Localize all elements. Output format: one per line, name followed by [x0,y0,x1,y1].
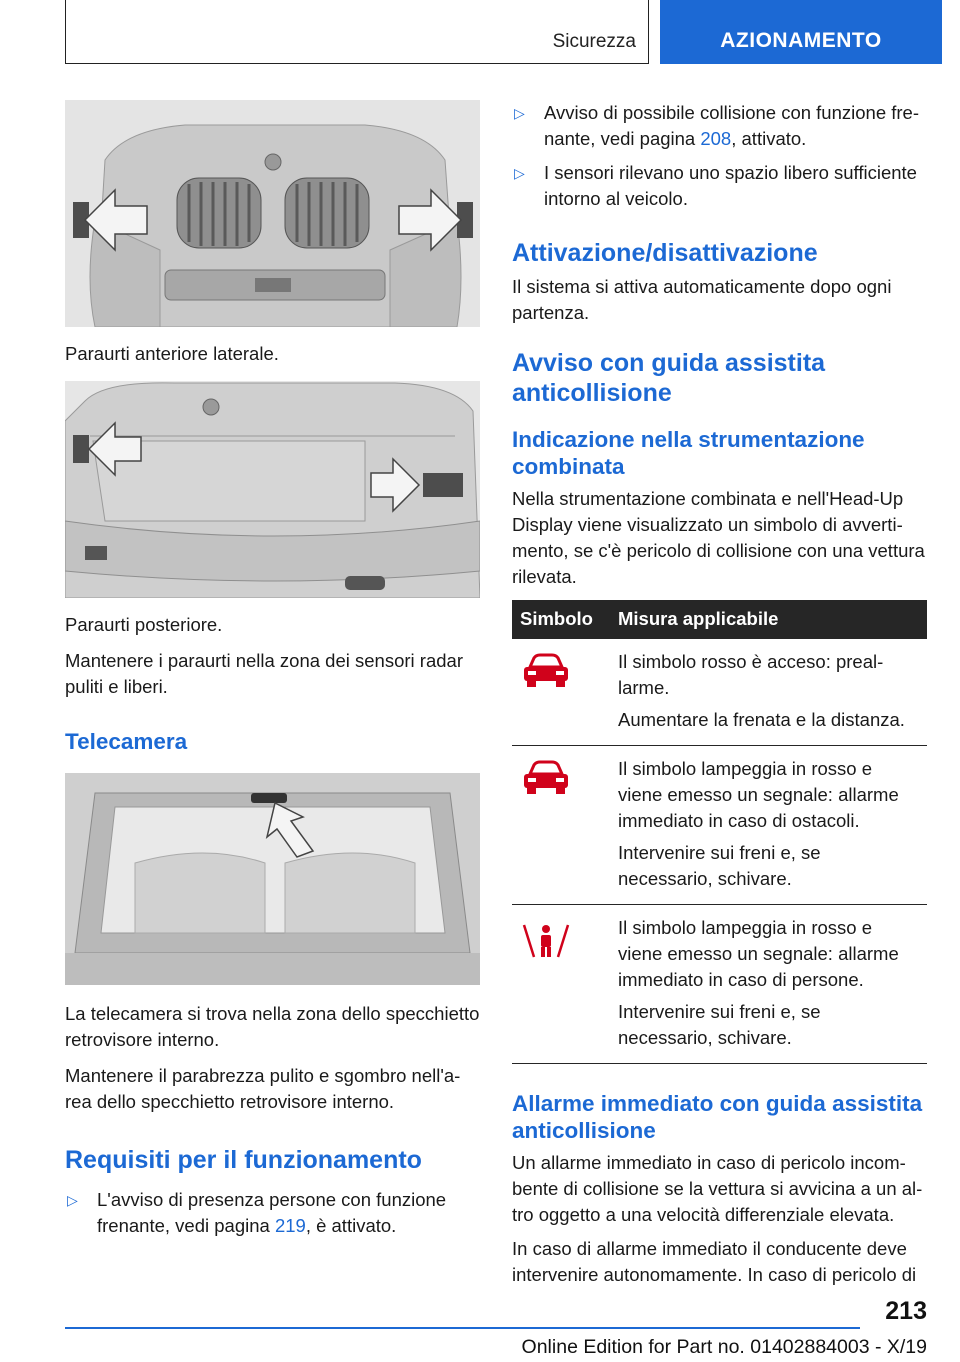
right-column [512,100,927,1296]
symbol-table [512,600,927,1064]
page-number: 213 [885,1297,927,1325]
car-warning-icon [520,760,572,796]
paragraph-attivazione: Il sistema si attiva automaticamente dopo ogni partenza. [512,276,892,323]
paragraph-camera-clean: Mantenere il parabrezza pulito e sgombro nell'area dello specchietto retrovisore interno. [65,1065,461,1112]
heading-avviso: Avviso con guida assistita anticollisione [512,349,826,407]
page-link-219[interactable]: 219 [274,1215,306,1236]
page-link-208[interactable]: 208 [700,128,732,149]
paragraph-allarme-1: Un allarme immediato in caso di pericolo incombente di collisione se la vettura si avvicina a un altro oggetto a una velocità differenziale elevata. [512,1152,923,1225]
heading-allarme: Allarme immediato con guida assistita anticollisione [512,1091,923,1143]
header-frame [65,0,649,64]
heading-requisiti: Requisiti per il funzionamento [65,1146,422,1174]
header-section-title: Sicurezza [552,31,636,52]
triangle-bullet-icon: ▷ [514,165,525,181]
table-row: Il simbolo lampeggia in rosso e viene emesso un segnale: allarme immediato in caso di persone. Intervenire sui freni e, se necessario, schivare. [512,905,927,1064]
pedestrian-warning-icon [520,919,572,959]
list-item: ▷ I sensori rilevano uno spazio libero sufficiente intorno al veicolo. [512,160,927,212]
table-row: Il simbolo rosso è acceso: preallarme. Aumentare la frenata e la distanza. [512,639,927,746]
header-chapter-tab[interactable]: AZIONAMENTO [660,0,942,64]
camera-image [65,773,480,985]
paragraph-allarme-2: In caso di allarme immediato il conducente deve intervenire autonomamente. In caso di pericolo di [512,1238,917,1285]
left-column [65,100,480,1247]
triangle-bullet-icon: ▷ [514,105,525,121]
paragraph-keep-clean: Mantenere i paraurti nella zona dei sensori radar puliti e liberi. [65,650,463,697]
heading-attivazione: Attivazione/disattivazione [512,239,818,267]
paragraph-indicazione: Nella strumentazione combinata e nell'Head-Up Display viene visualizzato un simbolo di avvertimento, se c'è pericolo di collisione con una vettura rilevata. [512,488,925,587]
rear-bumper-image [65,381,480,598]
front-bumper-image [65,100,480,327]
caption-rear-bumper: Paraurti posteriore. [65,614,223,635]
heading-indicazione: Indicazione nella strumentazione combinata [512,427,865,479]
list-item: ▷ Avviso di possibile collisione con funzione frenante, vedi pagina 208, attivato. [512,100,927,152]
triangle-bullet-icon: ▷ [67,1192,78,1208]
footer-divider [65,1327,860,1329]
list-item: ▷ L'avviso di presenza persone con funzione frenante, vedi pagina 219, è attivato. [65,1187,480,1239]
heading-telecamera: Telecamera [65,729,188,754]
footer-edition: Online Edition for Part no. 01402884003 - X/19 [521,1336,927,1358]
paragraph-camera-location: La telecamera si trova nella zona dello specchietto retrovisore interno. [65,1003,480,1050]
table-header-measure: Misura applicabile [610,600,927,639]
caption-front-bumper: Paraurti anteriore laterale. [65,343,279,364]
table-row: Il simbolo lampeggia in rosso e viene emesso un segnale: allarme immediato in caso di ostacoli. Intervenire sui freni e, se necessario, schivare. [512,746,927,905]
table-header-symbol: Simbolo [512,600,610,639]
car-warning-icon [520,653,572,689]
